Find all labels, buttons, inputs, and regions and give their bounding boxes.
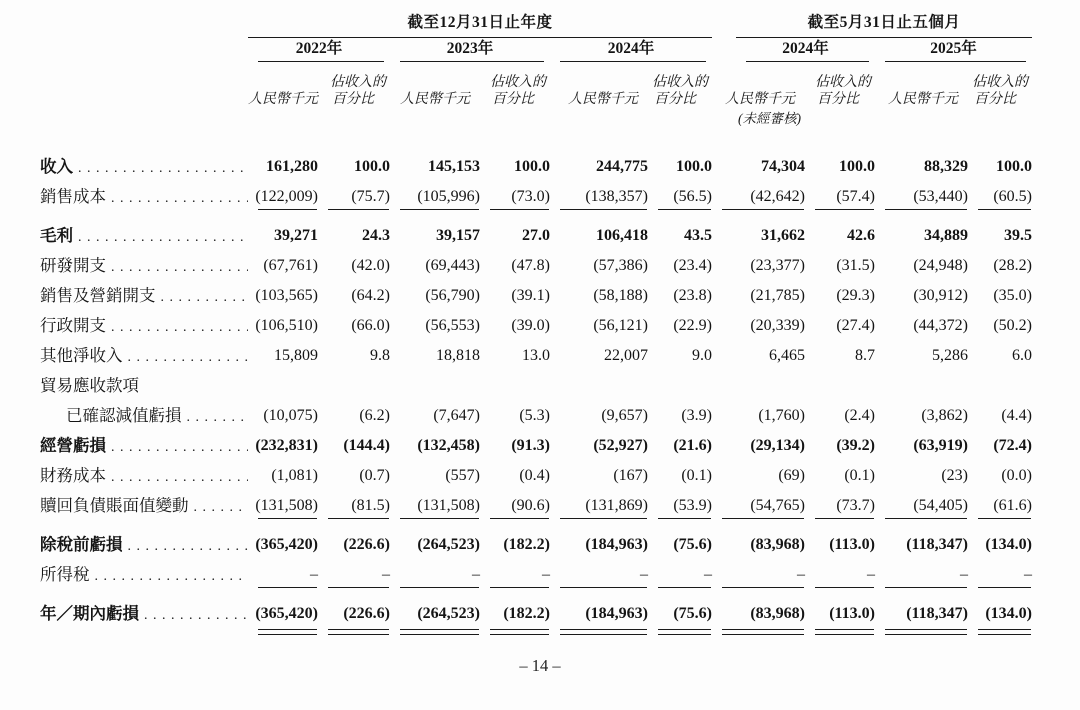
percent-cell: (21.6)	[673, 437, 712, 454]
dot-leader	[144, 601, 248, 629]
percent-cell	[968, 371, 1032, 401]
dot-leader	[111, 433, 248, 461]
unaudited-cell	[318, 108, 390, 134]
row-label	[40, 371, 248, 401]
amount-cell: (42,642)	[712, 182, 805, 212]
amount-cell: (69,443)	[425, 257, 480, 274]
percent-cell: (91.3)	[511, 437, 550, 454]
amount-cell: (557)	[445, 467, 480, 484]
unaudited-cell	[805, 108, 875, 134]
table-row	[40, 560, 1032, 590]
subheader-cell	[480, 62, 550, 108]
unaudited-cell	[648, 108, 712, 134]
amount-cell: (184,963)	[585, 536, 648, 553]
percent-cell: 27.0	[522, 227, 550, 244]
group-header	[712, 12, 1032, 38]
percent-cell: (47.8)	[511, 257, 550, 274]
table-row	[40, 371, 1032, 401]
percent-cell: (31.5)	[836, 257, 875, 274]
unaudited-note: (未經審核)	[738, 111, 801, 126]
amount-cell: (30,912)	[913, 287, 968, 304]
amount-cell: 31,662	[761, 227, 805, 244]
row-label	[40, 152, 248, 182]
amount-cell: (69)	[778, 467, 805, 484]
year-header	[875, 38, 1032, 62]
amount-cell: (23,377)	[750, 257, 805, 274]
dot-leader	[111, 253, 248, 281]
percent-cell: (28.2)	[993, 257, 1032, 274]
subheader-amount-label: 人民幣千元	[725, 92, 795, 107]
percent-cell: (134.0)	[985, 536, 1032, 553]
amount-cell: (131,508)	[248, 491, 318, 521]
amount-cell: (122,009)	[248, 182, 318, 212]
table-row	[40, 341, 1032, 371]
subheader-percent-line2: 百分比	[974, 92, 1016, 107]
percent-cell: 8.7	[855, 347, 875, 364]
amount-cell: (167)	[613, 467, 648, 484]
unaudited-cell	[875, 108, 968, 134]
amount-cell: (118,347)	[906, 536, 968, 553]
amount-cell: (232,831)	[255, 437, 318, 454]
row-label-text: 除稅前虧損	[40, 535, 123, 554]
percent-cell: (23.8)	[673, 287, 712, 304]
table-row	[40, 491, 1032, 521]
row-label-text: 贖回負債賬面值變動	[40, 496, 189, 515]
table-row	[40, 152, 1032, 182]
table-row	[40, 182, 1032, 212]
amount-cell: (184,963)	[550, 599, 648, 629]
row-label	[40, 251, 248, 281]
subheader-percent-line2: 百分比	[654, 92, 696, 107]
group-header-title: 截至12月31日止年度	[407, 14, 553, 31]
percent-cell: –	[648, 560, 712, 590]
year-header-label: 2023年	[446, 40, 494, 57]
amount-cell: (138,357)	[550, 182, 648, 212]
percent-cell: (75.6)	[673, 536, 712, 553]
subheader-amount-label: 人民幣千元	[400, 92, 470, 107]
percent-cell: (56.5)	[648, 182, 712, 212]
row-label	[40, 221, 248, 251]
year-header-label: 2025年	[930, 40, 977, 57]
amount-cell: (63,919)	[913, 437, 968, 454]
subheader-percent-line1: 佔收入的	[490, 75, 546, 90]
percent-cell: (5.3)	[519, 407, 550, 424]
table-row	[40, 251, 1032, 281]
subheader-amount-label: 人民幣千元	[888, 92, 958, 107]
percent-cell: (66.0)	[351, 317, 390, 334]
year-header	[550, 38, 712, 62]
year-header-label: 2024年	[782, 40, 829, 57]
percent-cell: 43.5	[684, 227, 712, 244]
percent-cell: –	[968, 560, 1032, 590]
percent-cell: (226.6)	[343, 536, 390, 553]
dot-leader	[78, 154, 248, 182]
amount-cell: 39,157	[436, 227, 480, 244]
amount-cell: (118,347)	[875, 599, 968, 629]
amount-cell	[248, 371, 318, 401]
year-header-row	[40, 38, 1032, 62]
row-label	[40, 182, 248, 212]
row-label-text: 收入	[40, 157, 73, 176]
percent-cell: (81.5)	[318, 491, 390, 521]
table-row	[40, 530, 1032, 560]
dot-leader	[161, 283, 249, 311]
amount-cell: (20,339)	[750, 317, 805, 334]
amount-cell: 88,329	[924, 158, 968, 175]
unaudited-row	[40, 108, 1032, 134]
label-column-spacer	[40, 38, 248, 62]
percent-cell: (0.1)	[844, 467, 875, 484]
amount-cell: (56,553)	[425, 317, 480, 334]
percent-cell: –	[318, 560, 390, 590]
percent-cell: (0.0)	[1001, 467, 1032, 484]
row-label	[40, 431, 248, 461]
row-label	[40, 281, 248, 311]
unaudited-cell	[480, 108, 550, 134]
percent-cell: 100.0	[996, 158, 1032, 175]
label-column-spacer	[40, 108, 248, 134]
dot-leader	[187, 403, 249, 431]
amount-cell: –	[550, 560, 648, 590]
percent-cell: (23.4)	[673, 257, 712, 274]
subheader-percent-line2: 百分比	[492, 92, 534, 107]
percent-cell: (60.5)	[968, 182, 1032, 212]
amount-cell: (10,075)	[263, 407, 318, 424]
income-statement-table	[40, 12, 1032, 641]
row-label-text: 銷售及營銷開支	[40, 286, 156, 305]
row-label-text: 經營虧損	[40, 436, 106, 455]
percent-cell	[648, 371, 712, 401]
amount-cell: 18,818	[436, 347, 480, 364]
amount-cell: (23)	[941, 467, 968, 484]
subheader-percent-line2: 百分比	[332, 92, 374, 107]
page-number: – 14 –	[519, 656, 561, 675]
percent-cell: (75.7)	[318, 182, 390, 212]
amount-cell: (56,790)	[425, 287, 480, 304]
subheader-amount-label: 人民幣千元	[248, 92, 318, 107]
amount-cell: (52,927)	[593, 437, 648, 454]
year-header	[390, 38, 550, 62]
amount-cell: –	[248, 560, 318, 590]
row-label-text: 財務成本	[40, 466, 106, 485]
amount-cell	[550, 371, 648, 401]
amount-cell: (54,765)	[712, 491, 805, 521]
unaudited-cell	[248, 108, 318, 134]
amount-cell: 74,304	[761, 158, 805, 175]
amount-cell: (264,523)	[417, 536, 480, 553]
year-header	[712, 38, 875, 62]
table-row	[40, 221, 1032, 251]
subheader-cell	[875, 62, 968, 108]
amount-cell: (54,405)	[875, 491, 968, 521]
amount-cell: (67,761)	[263, 257, 318, 274]
row-label	[40, 599, 248, 629]
row-label-text: 其他淨收入	[40, 346, 123, 365]
row-label-text: 毛利	[40, 226, 73, 245]
table-row	[40, 461, 1032, 491]
subheader-cell	[550, 62, 648, 108]
percent-cell: (73.7)	[805, 491, 875, 521]
percent-cell: 39.5	[1004, 227, 1032, 244]
amount-cell: 244,775	[596, 158, 648, 175]
percent-cell: –	[480, 560, 550, 590]
dot-leader	[111, 313, 248, 341]
amount-cell: (7,647)	[433, 407, 480, 424]
dot-leader	[128, 532, 249, 560]
percent-cell: (53.9)	[648, 491, 712, 521]
amount-cell: (44,372)	[913, 317, 968, 334]
percent-cell: (72.4)	[993, 437, 1032, 454]
percent-cell: 6.0	[1012, 347, 1032, 364]
amount-cell: 15,809	[274, 347, 318, 364]
percent-cell	[480, 371, 550, 401]
table-row	[40, 401, 1032, 431]
unaudited-cell	[712, 108, 805, 134]
amount-cell: 34,889	[924, 227, 968, 244]
percent-cell: 13.0	[522, 347, 550, 364]
percent-cell: (22.9)	[673, 317, 712, 334]
subheader-amount-label: 人民幣千元	[568, 92, 638, 107]
dot-leader	[95, 562, 249, 590]
amount-cell: 6,465	[769, 347, 805, 364]
percent-cell: 9.0	[692, 347, 712, 364]
percent-cell: (0.4)	[519, 467, 550, 484]
row-label	[40, 401, 248, 431]
percent-cell	[318, 371, 390, 401]
subheader-percent-line1: 佔收入的	[330, 75, 386, 90]
percent-cell: (4.4)	[1001, 407, 1032, 424]
percent-cell: (113.0)	[805, 599, 875, 629]
subheader-cell	[968, 62, 1032, 108]
percent-cell: (90.6)	[480, 491, 550, 521]
table-row	[40, 431, 1032, 461]
subheader-cell	[318, 62, 390, 108]
row-label	[40, 530, 248, 560]
year-header-label: 2022年	[295, 40, 343, 57]
amount-cell: (103,565)	[255, 287, 318, 304]
amount-cell: (83,968)	[712, 599, 805, 629]
amount-cell: (1,081)	[271, 467, 318, 484]
amount-cell	[712, 371, 805, 401]
subheader-percent-line1: 佔收入的	[972, 75, 1028, 90]
amount-cell: 22,007	[604, 347, 648, 364]
amount-cell: (57,386)	[593, 257, 648, 274]
subheader-row	[40, 62, 1032, 108]
percent-cell: (2.4)	[844, 407, 875, 424]
amount-cell: (24,948)	[913, 257, 968, 274]
amount-cell: 39,271	[274, 227, 318, 244]
dot-leader	[111, 184, 248, 212]
row-label-text: 行政開支	[40, 316, 106, 335]
amount-cell: –	[875, 560, 968, 590]
amount-cell	[875, 371, 968, 401]
percent-cell: (113.0)	[829, 536, 875, 553]
amount-cell: (3,862)	[921, 407, 968, 424]
unaudited-cell	[968, 108, 1032, 134]
percent-cell: (50.2)	[993, 317, 1032, 334]
amount-cell: (21,785)	[750, 287, 805, 304]
amount-cell	[390, 371, 480, 401]
amount-cell: (53,440)	[875, 182, 968, 212]
amount-cell: (264,523)	[390, 599, 480, 629]
subheader-percent-line1: 佔收入的	[815, 75, 871, 90]
percent-cell: 100.0	[354, 158, 390, 175]
subheader-cell	[248, 62, 318, 108]
percent-cell: (226.6)	[318, 599, 390, 629]
row-label-text: 年／期內虧損	[40, 604, 139, 623]
row-label-text: 銷售成本	[40, 187, 106, 206]
row-label	[40, 491, 248, 521]
row-label	[40, 311, 248, 341]
group-header-title: 截至5月31日止五個月	[807, 14, 961, 31]
amount-cell: (131,508)	[390, 491, 480, 521]
dot-leader	[78, 223, 248, 251]
amount-cell: (365,420)	[248, 599, 318, 629]
group-header-row	[40, 12, 1032, 38]
row-label-text: 已確認減值虧損	[66, 406, 182, 425]
percent-cell: (39.1)	[511, 287, 550, 304]
percent-cell: (64.2)	[351, 287, 390, 304]
amount-cell: (106,510)	[255, 317, 318, 334]
percent-cell: 42.6	[847, 227, 875, 244]
group-header	[248, 12, 712, 38]
percent-cell	[805, 371, 875, 401]
amount-cell: –	[390, 560, 480, 590]
subheader-percent-line1: 佔收入的	[652, 75, 708, 90]
percent-cell: (27.4)	[836, 317, 875, 334]
percent-cell: (182.2)	[503, 536, 550, 553]
year-header	[248, 38, 390, 62]
amount-cell: (105,996)	[390, 182, 480, 212]
amount-cell: 5,286	[932, 347, 968, 364]
percent-cell: (61.6)	[968, 491, 1032, 521]
percent-cell: (182.2)	[480, 599, 550, 629]
percent-cell: 100.0	[676, 158, 712, 175]
percent-cell: 100.0	[839, 158, 875, 175]
percent-cell: –	[805, 560, 875, 590]
subheader-cell	[712, 62, 805, 108]
amount-cell: (365,420)	[255, 536, 318, 553]
label-column-spacer	[40, 62, 248, 108]
amount-cell: (56,121)	[593, 317, 648, 334]
amount-cell: (131,869)	[550, 491, 648, 521]
percent-cell: (134.0)	[968, 599, 1032, 629]
dot-leader	[128, 343, 249, 371]
table-row	[40, 599, 1032, 629]
amount-cell: (132,458)	[417, 437, 480, 454]
percent-cell: (0.1)	[681, 467, 712, 484]
percent-cell: (3.9)	[681, 407, 712, 424]
subheader-percent-line2: 百分比	[817, 92, 859, 107]
percent-cell: (39.0)	[511, 317, 550, 334]
row-label-text: 所得稅	[40, 565, 90, 584]
subheader-cell	[648, 62, 712, 108]
unaudited-cell	[390, 108, 480, 134]
percent-cell: (73.0)	[480, 182, 550, 212]
percent-cell: (29.3)	[836, 287, 875, 304]
amount-cell: (58,188)	[593, 287, 648, 304]
amount-cell: (29,134)	[750, 437, 805, 454]
amount-cell: –	[712, 560, 805, 590]
amount-cell: 161,280	[266, 158, 318, 175]
year-header-label: 2024年	[607, 40, 655, 57]
row-label	[40, 461, 248, 491]
subheader-cell	[805, 62, 875, 108]
table-row	[40, 311, 1032, 341]
percent-cell: 100.0	[514, 158, 550, 175]
percent-cell: (144.4)	[343, 437, 390, 454]
row-label-text: 貿易應收款項	[40, 376, 139, 395]
percent-cell: (35.0)	[993, 287, 1032, 304]
row-label	[40, 560, 248, 590]
row-label	[40, 341, 248, 371]
percent-cell: (6.2)	[359, 407, 390, 424]
table-row	[40, 281, 1032, 311]
amount-cell: (9,657)	[601, 407, 648, 424]
row-label-text: 研發開支	[40, 256, 106, 275]
percent-cell: 9.8	[370, 347, 390, 364]
dot-leader	[194, 493, 249, 521]
amount-cell: (1,760)	[758, 407, 805, 424]
percent-cell: (39.2)	[836, 437, 875, 454]
percent-cell: (42.0)	[351, 257, 390, 274]
subheader-cell	[390, 62, 480, 108]
amount-cell: 145,153	[428, 158, 480, 175]
amount-cell: 106,418	[596, 227, 648, 244]
percent-cell: (57.4)	[805, 182, 875, 212]
unaudited-cell	[550, 108, 648, 134]
dot-leader	[111, 463, 248, 491]
label-column-spacer	[40, 12, 248, 38]
percent-cell: (0.7)	[359, 467, 390, 484]
amount-cell: (83,968)	[750, 536, 805, 553]
percent-cell: (75.6)	[648, 599, 712, 629]
percent-cell: 24.3	[362, 227, 390, 244]
